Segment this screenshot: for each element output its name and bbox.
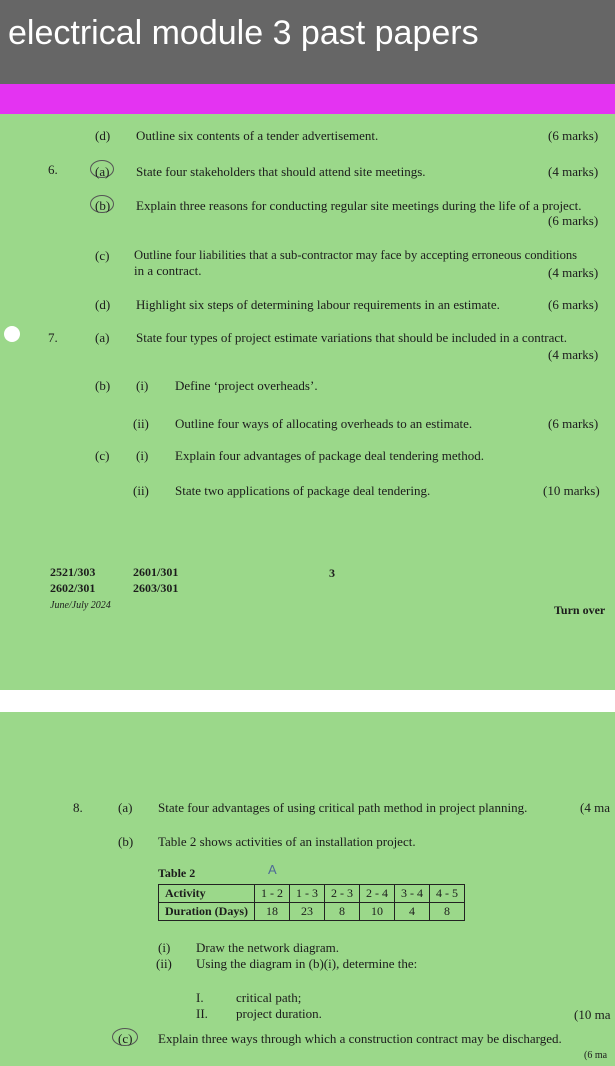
table-row: [159, 903, 465, 921]
q6b-label: (b): [95, 198, 111, 213]
q7a-text: State four types of project estimate variations that should be included in a contract.: [136, 330, 568, 345]
activity-header: Activity: [159, 885, 255, 903]
q8b-i-text: Draw the network diagram.: [196, 940, 339, 955]
duration-header: Duration (Days): [159, 903, 255, 921]
q8b-I-label: I.: [196, 990, 204, 1005]
q6b-text: Explain three reasons for conducting regular site meetings during the life of a project.: [136, 198, 582, 213]
q8b-II-label: II.: [196, 1006, 208, 1021]
table-cell: 4 - 5: [430, 885, 465, 903]
table-title: Table 2: [158, 866, 196, 880]
q6a-text: State four stakeholders that should attend site meetings.: [136, 164, 426, 179]
table-cell: 18: [255, 903, 290, 921]
q6c-label: (c): [95, 248, 110, 263]
q5d-text: Outline six contents of a tender advertisement.: [136, 128, 379, 143]
q8c-text: Explain three ways through which a construction contract may be discharged.: [158, 1031, 562, 1046]
q7b-label: (b): [95, 378, 111, 393]
paper-code: 2603/301: [133, 581, 179, 595]
banner-title: electrical module 3 past papers: [8, 14, 479, 52]
handwritten-note: A: [268, 862, 277, 877]
table-cell: 23: [290, 903, 325, 921]
white-dot: [4, 326, 20, 342]
q8c-label: (c): [118, 1031, 133, 1046]
table-cell: 1 - 2: [255, 885, 290, 903]
q7c-marks: (10 marks): [543, 483, 600, 498]
table-cell: 8: [430, 903, 465, 921]
q7c-i-label: (i): [136, 448, 149, 463]
q7c-ii-label: (ii): [133, 483, 149, 498]
q6b-marks: (6 marks): [548, 213, 599, 228]
table-cell: 10: [360, 903, 395, 921]
q7a-label: (a): [95, 330, 110, 345]
q7b-ii-label: (ii): [133, 416, 149, 431]
table-cell: 2 - 3: [325, 885, 360, 903]
q7a-marks: (4 marks): [548, 347, 599, 362]
q8b-text: Table 2 shows activities of an installation project.: [158, 834, 416, 849]
table-cell: 4: [395, 903, 430, 921]
q8b-ii-label: (ii): [156, 956, 172, 971]
exam-page-4: [0, 712, 615, 1066]
q8-number: 8.: [73, 800, 83, 815]
turn-over: Turn over: [554, 603, 606, 617]
q6-number: 6.: [48, 162, 58, 177]
q8b-i-label: (i): [158, 940, 171, 955]
q8b-ii-text: Using the diagram in (b)(i), determine the:: [196, 956, 418, 971]
q8a-marks: (4 ma: [580, 800, 610, 815]
q7c-ii-text: State two applications of package deal tendering.: [175, 483, 431, 498]
q7b-ii-text: Outline four ways of allocating overheads to an estimate.: [175, 416, 473, 431]
paper-code: 2601/301: [133, 565, 179, 579]
q8c-marks: (6 ma: [584, 1050, 608, 1061]
exam-date: June/July 2024: [50, 600, 111, 611]
q6d-text: Highlight six steps of determining labour requirements in an estimate.: [136, 297, 500, 312]
q6a-label: (a): [95, 164, 110, 179]
q6c-text-line1: Outline four liabilities that a sub-contractor may face by accepting erroneous conditions: [134, 248, 578, 262]
paper-code: 2602/301: [50, 581, 96, 595]
q7c-label: (c): [95, 448, 110, 463]
q6c-text-line2: in a contract.: [134, 263, 202, 278]
q7b-i-text: Define ‘project overheads’.: [175, 378, 318, 393]
q8a-label: (a): [118, 800, 133, 815]
page-number: 3: [329, 566, 335, 580]
table-cell: 1 - 3: [290, 885, 325, 903]
table-row: [159, 885, 465, 903]
q7-number: 7.: [48, 330, 58, 345]
activities-table: [158, 884, 465, 921]
q8b-II-text: project duration.: [236, 1006, 322, 1021]
q8b-label: (b): [118, 834, 134, 849]
accent-strip: [0, 84, 615, 114]
table-cell: 2 - 4: [360, 885, 395, 903]
exam-page-3: [0, 114, 615, 690]
q7b-i-label: (i): [136, 378, 149, 393]
paper-code: 2521/303: [50, 565, 96, 579]
q7c-i-text: Explain four advantages of package deal tendering method.: [175, 448, 484, 463]
q8a-text: State four advantages of using critical path method in project planning.: [158, 800, 528, 815]
q5d-marks: (6 marks): [548, 128, 599, 143]
q8b-marks: (10 ma: [574, 1007, 611, 1022]
q6d-label: (d): [95, 297, 111, 312]
q5d-label: (d): [95, 128, 111, 143]
q6d-marks: (6 marks): [548, 297, 599, 312]
top-banner: [0, 0, 615, 84]
table-cell: 8: [325, 903, 360, 921]
table-cell: 3 - 4: [395, 885, 430, 903]
q6c-marks: (4 marks): [548, 265, 599, 280]
q6a-marks: (4 marks): [548, 164, 599, 179]
q8b-I-text: critical path;: [236, 990, 302, 1005]
q7b-marks: (6 marks): [548, 416, 599, 431]
